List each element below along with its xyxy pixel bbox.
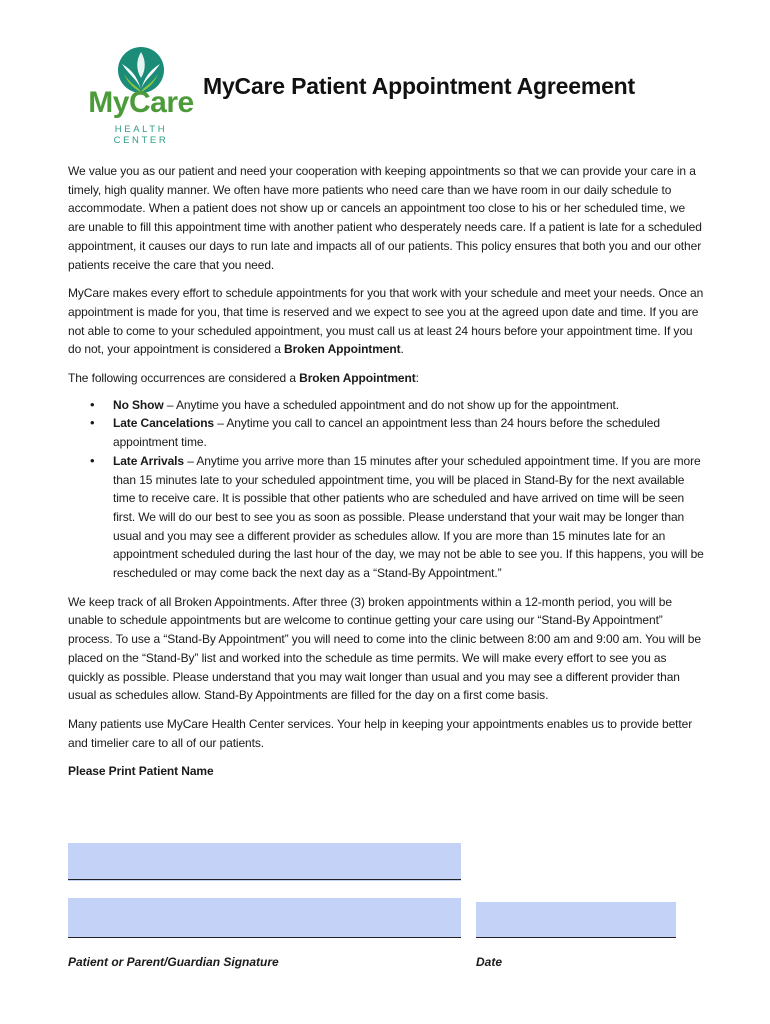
paragraph-occurrences-text: The following occurrences are considered a [68, 371, 300, 386]
logo-wordmark: MyCare [88, 86, 194, 119]
date-underline [476, 937, 676, 938]
print-name-label: Please Print Patient Name [68, 764, 214, 779]
signature-label: Patient or Parent/Guardian Signature [68, 955, 279, 969]
list-item-text: – Anytime you call to cancel an appointment less than 24 hours before the scheduled appointment time. [113, 416, 660, 450]
list-item-term: Late Cancelations [113, 416, 214, 431]
patient-name-field[interactable] [68, 843, 461, 881]
list-item-term: No Show [113, 397, 164, 412]
logo-subtitle: HEALTH CENTER [113, 124, 169, 146]
list-item [113, 414, 704, 451]
list-item-text: – Anytime you arrive more than 15 minutes after your scheduled appointment time. If you are more than 15 minutes late to your scheduled appointment time, you will be placed in Stand-By for the next available time to receive care. It is possible that other patients who are scheduled and have arrived on time will be seen first. We will do our best to see you as soon as possible. Please understand that your wait may be longer than usual and you may see a different provider as schedules allow. If you are more than 15 minutes late for an appointment scheduled during the last hour of the day, we may not be able to see you. If this happens, you will be rescheduled or may come back the next day as a “Stand-By Appointment.” [113, 453, 704, 581]
signature-field[interactable] [68, 898, 461, 938]
paragraph-occurrences-end: : [415, 371, 419, 386]
list-item [113, 452, 704, 583]
list-item [113, 396, 704, 415]
document-title: MyCare Patient Appointment Agreement [203, 73, 635, 99]
paragraph-scheduling [68, 284, 704, 359]
broken-appointment-term: Broken Appointment [299, 371, 416, 386]
list-item-text: – Anytime you have a scheduled appointment and do not show up for the appointment. [163, 397, 619, 412]
broken-appointment-term: Broken Appointment [284, 342, 401, 357]
paragraph-policy: We keep track of all Broken Appointments. After three (3) broken appointments within a 12-month period, you will be unable to schedule appointments but are welcome to continue getting your care using our “Stand-By Appointment” process. To use a “Stand-By Appointment” you will need to come into the clinic between 8:00 am and 9:00 am. You will be placed on the “Stand-By” list and worked into the schedule as time permits. We will make every effort to see you as quickly as possible. Please understand that you may wait longer than usual and you may see a different provider than usual as schedules allow. Stand-By Appointments are filled for the day on a first come basis. [68, 594, 701, 703]
paragraph-scheduling-end: . [400, 342, 404, 357]
paragraph-scheduling-text: MyCare makes every effort to schedule appointments for you that work with your schedule and meet your needs. Once an appointment is made for you, that time is reserved and we expect to see you at the agreed upon date and time. If you are not able to come to your scheduled appointment, you must call us at least 24 hours before your appointment time. If you do not, your appointment is considered a [68, 286, 704, 357]
signature-underline [68, 937, 461, 938]
date-label: Date [476, 955, 503, 969]
list-item-term: Late Arrivals [113, 453, 184, 468]
date-field[interactable] [476, 902, 676, 938]
agreement-body [68, 162, 704, 791]
broken-appointment-list [68, 396, 704, 583]
patient-name-underline [68, 879, 461, 880]
paragraph-occurrences [68, 369, 704, 388]
mycare-logo [86, 46, 196, 146]
paragraph-closing: Many patients use MyCare Health Center services. Your help in keeping your appointments enables us to provide better and timelier care to all of our patients. [68, 716, 693, 750]
paragraph-intro: We value you as our patient and need your cooperation with keeping appointments so that we can provide your care in a timely, high quality manner. We often have more patients who need care than we have room in our daily schedule to accommodate. When a patient does not show up or cancels an appointment too close to his or her scheduled time, we are unable to fill this appointment time with another patient who desperately needs care. If a patient is late for a scheduled appointment, it causes our days to run late and impacts all of our patients. This policy ensures that both you and our other patients receive the care that you need. [68, 164, 702, 272]
